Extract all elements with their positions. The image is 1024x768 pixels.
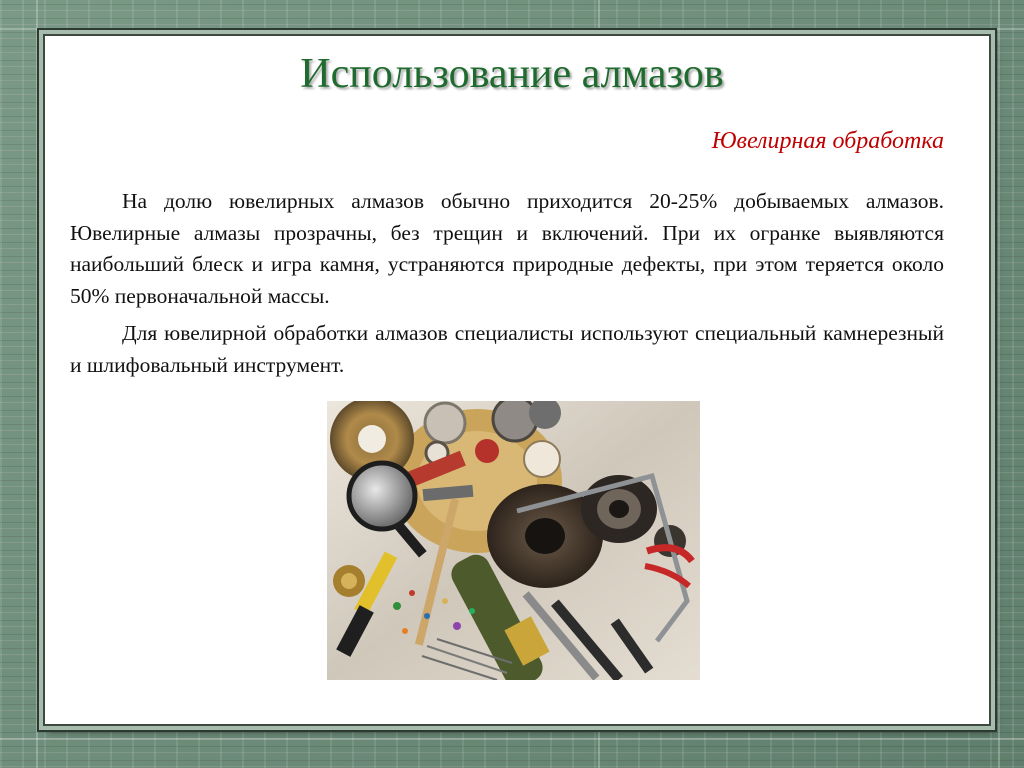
slide-subtitle: Ювелирная обработка <box>711 128 944 154</box>
body-text <box>70 186 944 387</box>
slide-title: Использование алмазов <box>300 51 724 97</box>
frame-pattern-line <box>598 728 600 768</box>
frame-pattern-line <box>0 28 1024 30</box>
frame-pattern-line <box>598 0 600 34</box>
frame-pattern-line <box>998 0 1000 768</box>
frame-pattern-line <box>0 738 1024 740</box>
jewelry-tools-illustration <box>327 401 700 680</box>
paragraph: На долю ювелирных алмазов обычно приходится 20-25% добываемых алмазов. Ювелирные алмазы прозрачны, без трещин и включений. При их огранке выявляются наибольший блеск и игра камня, устраняются природные дефекты, при этом теряется около 50% первоначальной массы. <box>70 189 944 308</box>
frame-pattern-line <box>36 0 38 768</box>
jewelry-tools-photo <box>327 401 700 680</box>
paragraph: Для ювелирной обработки алмазов специалисты используют специальный камнерезный и шлифовальный инструмент. <box>70 321 944 377</box>
